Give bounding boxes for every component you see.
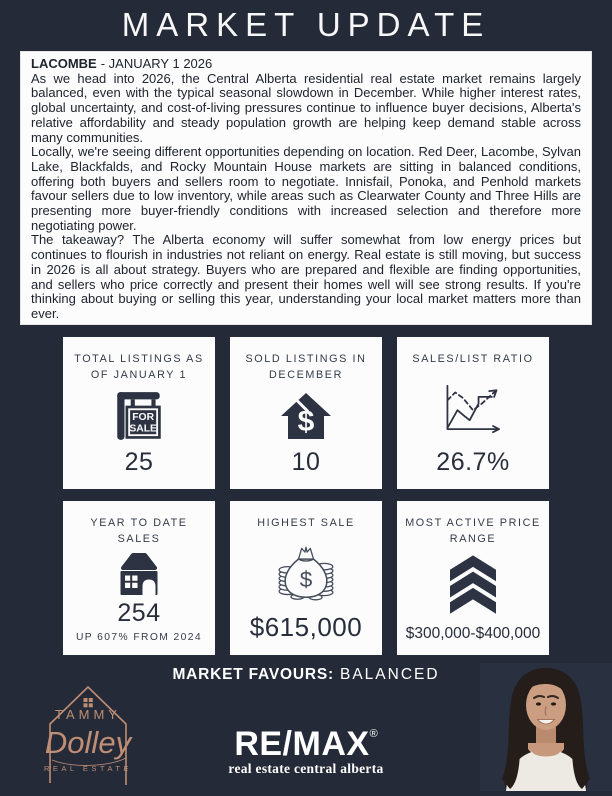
stat-value: 254 xyxy=(117,599,161,627)
stat-card-price-range xyxy=(397,501,549,655)
agent-tagline: REAL ESTATE xyxy=(44,764,132,773)
report-date: - JANUARY 1 2026 xyxy=(100,56,213,71)
stat-value: 26.7% xyxy=(436,448,510,476)
stat-value-block xyxy=(76,599,202,643)
report-heading xyxy=(31,57,581,72)
window-icon xyxy=(84,698,93,707)
market-favours-label: MARKET FAVOURS: xyxy=(172,666,334,683)
chevrons-up-icon xyxy=(450,555,496,617)
agent-first-name: TAMMY xyxy=(55,707,121,722)
sign-text-sale: SALE xyxy=(129,423,157,435)
agent-script-name: Dolley xyxy=(44,725,132,760)
stat-card-ytd-sales xyxy=(63,501,215,655)
paragraph-overview: As we head into 2026, the Central Alberta residential real estate market remains largely balanced, even with the typical seasonal slowdown in December. While higher interest rates, global uncertainty, and cost-of-living pressures continue to influence buyer decisions, Alberta's relative affordability and steady population growth are helping keep demand stable across many communities. xyxy=(31,70,581,145)
stats-grid xyxy=(63,337,549,655)
stat-card-highest-sale xyxy=(230,501,382,655)
paragraph-takeaway: The takeaway? The Alberta economy will suffer somewhat from low energy prices but continues to flourish in industries not reliant on energy. Real estate is still moving, but success in 2026 is all about strategy. Buyers who are prepared and flexible are finding opportunities, and sellers who price correctly and present their homes well will see strong results. If you're thinking about buying or selling this year, understanding your local market matters more than ever. xyxy=(31,232,581,321)
stat-card-total-listings xyxy=(63,337,215,489)
svg-text:$: $ xyxy=(299,566,313,592)
market-commentary xyxy=(20,51,592,325)
page-title: MARKET UPDATE xyxy=(121,6,491,43)
stat-value: $615,000 xyxy=(249,612,363,642)
stat-value: 25 xyxy=(124,448,154,476)
sold-house-dollar-icon xyxy=(278,388,334,444)
stat-label: SOLD LISTINGS IN DECEMBER xyxy=(245,353,367,382)
market-favours-value: BALANCED xyxy=(339,666,440,683)
stat-label: TOTAL LISTINGS AS OF JANUARY 1 xyxy=(74,353,204,382)
stat-label: HIGHEST SALE xyxy=(257,517,355,529)
stat-label: YEAR TO DATE SALES xyxy=(90,517,188,546)
registered-mark: ® xyxy=(369,728,378,740)
for-sale-sign-icon xyxy=(110,387,168,445)
house-icon xyxy=(108,548,170,598)
remax-wordmark: RE/MAX xyxy=(234,725,370,763)
stat-label: MOST ACTIVE PRICE RANGE xyxy=(405,517,541,546)
money-bag-icon xyxy=(270,543,342,601)
stat-note: UP 607% FROM 2024 xyxy=(75,632,203,643)
stat-card-sales-list-ratio xyxy=(397,337,549,489)
stat-value: $300,000-$400,000 xyxy=(405,625,541,642)
stat-value: 10 xyxy=(291,448,321,476)
report-location: LACOMBE xyxy=(31,56,97,71)
stat-card-sold-listings xyxy=(230,337,382,489)
paragraph-local-markets: Locally, we're seeing different opportunities depending on location. Red Deer, Lacombe, Sylvan Lake, Blackfalds, and Rocky Mountain House markets are sitting in balanced conditions, offering both buyers and sellers room to negotiate. Innisfail, Ponoka, and Penhold markets favour sellers due to low inventory, while areas such as Clearwater County and Three Hills are presenting more buyer-friendly conditions with increased selection and therefore more negotiating power. xyxy=(31,144,581,233)
svg-text:$: $ xyxy=(297,404,315,438)
stat-label: SALES/LIST RATIO xyxy=(412,353,534,365)
agent-headshot xyxy=(480,663,612,791)
brokerage-tagline: real estate central alberta xyxy=(228,761,384,776)
sign-text-for: FOR xyxy=(132,411,155,423)
line-chart-icon xyxy=(428,378,518,438)
